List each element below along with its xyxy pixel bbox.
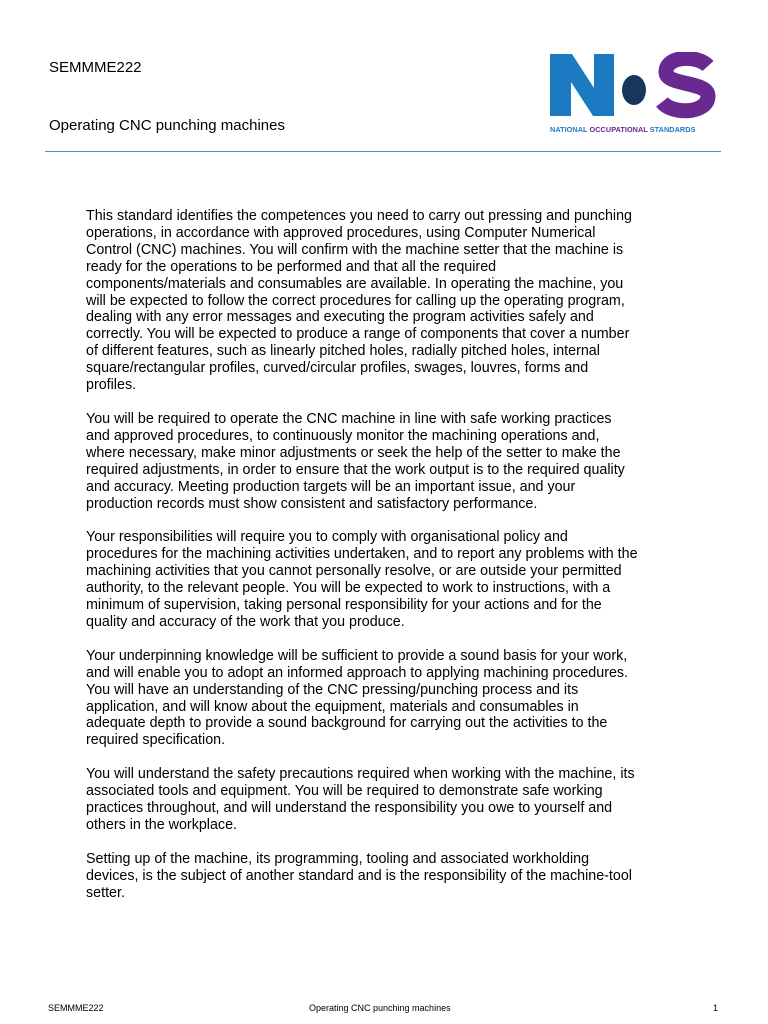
logo-letter-o (622, 75, 646, 105)
body-paragraph-1: This standard identifies the competences you need to carry out pressing and punching operations, in accordance with approved procedures, using Computer Numerical Control (CNC) machines. You will confirm with the machine setter that the machine is ready for the operations to be performed and that all the required components/materials and consumables are available. In operating the machine, you will be expected to follow the correct procedures for calling up the operating program, dealing with any error messages and executing the program activities safely and correctly. You will be expected to produce a range of components that cover a number of different features, such as linearly pitched holes, radially pitched holes, internal square/rectangular profiles, curved/circular profiles, swages, louvres, forms and profiles. (86, 208, 632, 394)
logo-letter-n (550, 54, 614, 116)
logo-tagline (550, 125, 695, 134)
body-paragraph-5: You will understand the safety precautions required when working with the machine, its associated tools and equipment. You will be required to demonstrate safe working practices throughout, and will understand the responsibility you owe to yourself and others in the workplace. (86, 766, 635, 833)
logo-tagline-word-3: STANDARDS (649, 125, 696, 134)
body-paragraph-4: Your underpinning knowledge will be sufficient to provide a sound basis for your work, and will enable you to adopt an informed approach to applying machining procedures. You will have an understanding of the CNC pressing/punching process and its application, and will know about the equipment, materials and consumables in adequate depth to provide a sound background for carrying out the activities to the required specification. (86, 647, 629, 749)
footer-page-number: 1 (713, 1003, 719, 1013)
header-divider (45, 151, 721, 152)
document-title: Operating CNC punching machines (49, 117, 285, 134)
document-body (86, 208, 686, 919)
page-header (0, 0, 768, 160)
footer-document-code: SEMMME222 (48, 1003, 104, 1013)
nos-logo-mark (548, 52, 720, 124)
nos-logo (548, 52, 720, 136)
body-paragraph-3: Your responsibilities will require you to comply with organisational policy and procedures for the machining activities undertaken, and to report any problems with the machining activities that you cannot personally resolve, or are outside your permitted authority, to the relevant people. You will be expected to work to instructions, with a minimum of supervision, taking personal responsibility for your actions and for the quality and accuracy of the work that you produce. (86, 529, 638, 630)
body-paragraph-6: Setting up of the machine, its programming, tooling and associated workholding devices, is the subject of another standard and is the responsibility of the machine-tool setter. (86, 850, 632, 901)
body-paragraph-2: You will be required to operate the CNC machine in line with safe working practices and approved procedures, to continuously monitor the machining operations and, where necessary, make minor adjustments or seek the help of the setter to make the required adjustments, in order to ensure that the work output is to the required quality and accuracy. Meeting production targets will be an important issue, and your production records must show consistent and satisfactory performance. (86, 410, 625, 512)
logo-tagline-word-2: OCCUPATIONAL (589, 125, 648, 134)
page-footer (0, 1002, 768, 1018)
footer-document-title: Operating CNC punching machines (309, 1003, 451, 1013)
document-code: SEMMME222 (49, 59, 142, 76)
logo-letter-s (662, 58, 708, 110)
logo-tagline-word-1: NATIONAL (550, 125, 588, 134)
